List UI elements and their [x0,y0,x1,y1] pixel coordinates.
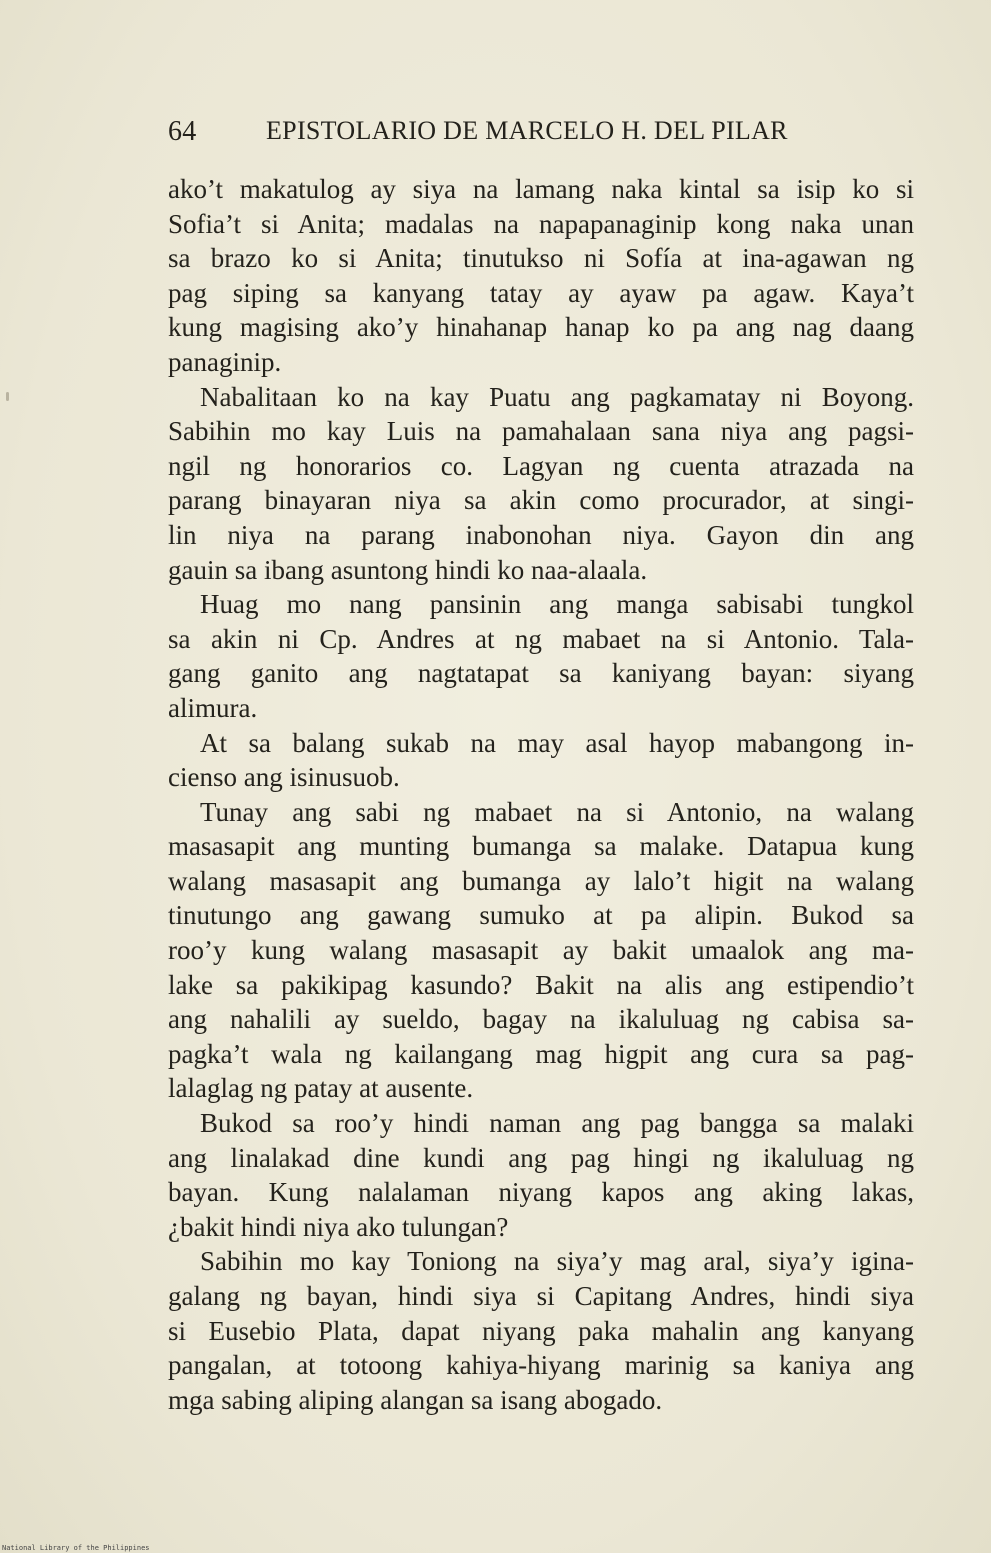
text-line: Sabihin mo kay Luis na pamahalaan sana niya ang pagsi- [168,416,914,447]
text-line: tinutungo ang gawang sumuko at pa alipin. Bukod sa [168,900,914,931]
text-line: Tunay ang sabi ng mabaet na si Antonio, na walang [200,796,914,827]
text-line: Sabihin mo kay Toniong na siya’y mag aral, siya’y igina- [200,1246,914,1277]
text-line: pangalan, at totoong kahiya-hiyang marinig sa kaniya ang [168,1350,914,1381]
text-line: cienso ang isinusuob. [168,762,400,793]
text-line: parang binayaran niya sa akin como procurador, at singi- [168,485,914,516]
text-line: kung magising ako’y hinahanap hanap ko pa ang nag daang [168,312,914,343]
text-line: ngil ng honorarios co. Lagyan ng cuenta atrazada na [168,450,914,481]
page-header [168,116,820,152]
text-line: bayan. Kung nalalaman niyang kapos ang aking lakas, [168,1177,914,1208]
text-line: mga sabing aliping alangan sa isang abogado. [168,1384,663,1415]
text-line: Sofia’t si Anita; madalas na napapanaginip kong naka unan [168,208,914,239]
library-credit: National Library of the Philippines [2,1544,150,1552]
text-line: ako’t makatulog ay siya na lamang naka kintal sa isip ko si [168,174,914,204]
text-line: sa brazo ko si Anita; tinutukso ni Sofía at ina-agawan ng [168,243,914,274]
letter-body [168,172,914,1417]
margin-speck [6,392,9,401]
text-line: ang nahalili ay sueldo, bagay na ikaluluag ng cabisa sa- [168,1004,914,1035]
text-line: sa akin ni Cp. Andres at ng mabaet na si Antonio. Tala- [168,623,914,654]
page-number: 64 [168,116,197,147]
text-line: Huag mo nang pansinin ang manga sabisabi tungkol [200,589,914,620]
text-line: ¿bakit hindi niya ako tulungan? [168,1211,509,1242]
text-line: pagka’t wala ng kailangang mag higpit ang cura sa pag- [168,1038,914,1069]
text-line: si Eusebio Plata, dapat niyang paka mahalin ang kanyang [168,1315,914,1346]
running-title: EPISTOLARIO DE MARCELO H. DEL PILAR [266,116,788,145]
text-line: lake sa pakikipag kasundo? Bakit na alis ang estipendio’t [168,969,914,1000]
text-line: lalaglag ng patay at ausente. [168,1073,474,1104]
text-line: walang masasapit ang bumanga ay lalo’t higit na walang [168,865,914,896]
text-line: lin niya na parang inabonohan niya. Gayon din ang [168,519,914,550]
text-line: roo’y kung walang masasapit ay bakit umaalok ang ma- [168,935,914,966]
text-line: pag siping sa kanyang tatay ay ayaw pa agaw. Kaya’t [168,277,914,308]
text-line: masasapit ang munting bumanga sa malake. Datapua kung [168,831,914,862]
text-line: At sa balang sukab na may asal hayop mabangong in- [200,727,914,758]
text-line: gang ganito ang nagtatapat sa kaniyang bayan: siyang [168,658,914,689]
text-line: gauin sa ibang asuntong hindi ko naa-alaala. [168,554,648,585]
text-line: alimura. [168,692,258,723]
text-line: Nabalitaan ko na kay Puatu ang pagkamatay ni Boyong. [200,381,914,412]
text-line: ang linalakad dine kundi ang pag hingi ng ikaluluag ng [168,1142,914,1173]
text-line: panaginip. [168,346,282,377]
text-line: galang ng bayan, hindi siya si Capitang Andres, hindi siya [168,1281,914,1311]
text-line: Bukod sa roo’y hindi naman ang pag bangga sa malaki [200,1108,914,1139]
